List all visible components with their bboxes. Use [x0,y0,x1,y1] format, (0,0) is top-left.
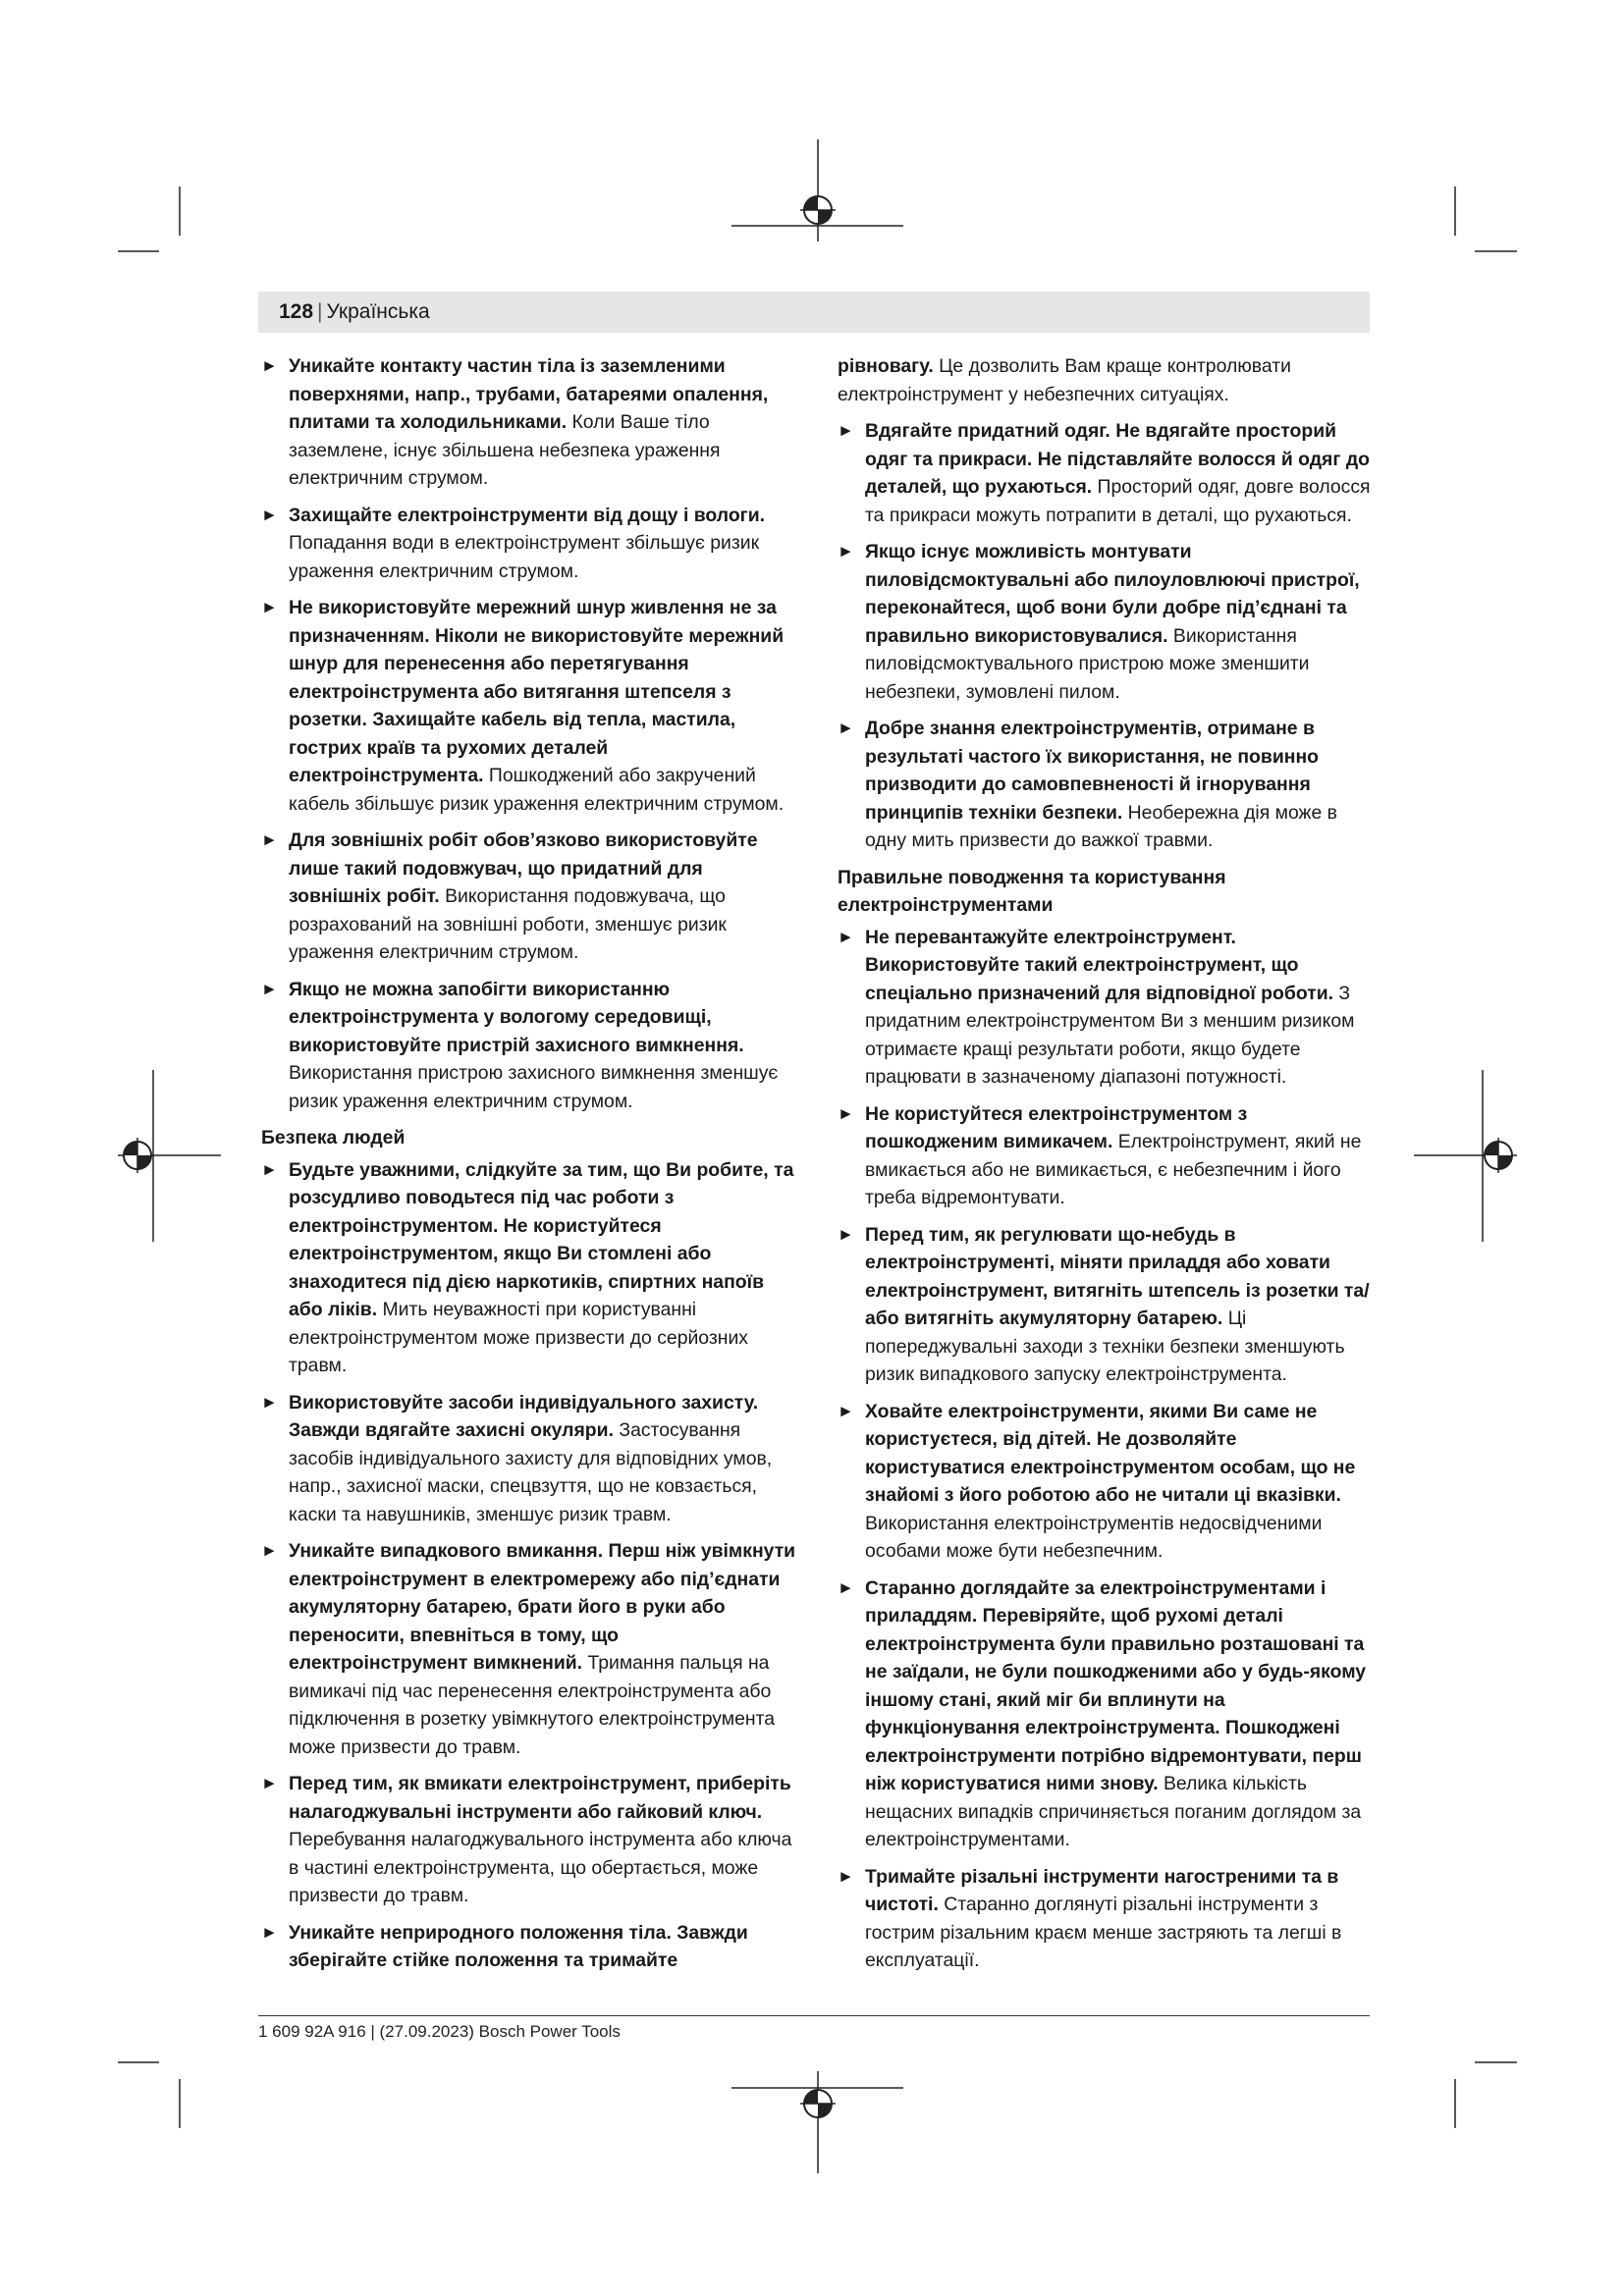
bullet-arrow-icon: ► [261,1159,278,1179]
bullet-item-bold: Вдягайте придатний одяг. Не вдягайте просторий одяг та прикраси. Не підставляйте волосся й одяг до деталей, що рухаються. [865,420,1370,498]
right-column [838,352,1376,1984]
bullet-item [261,1389,799,1529]
bullet-item-text: Мить неуважності при користуванні електроінструментом може призвести до серйозних травм. [289,1299,748,1376]
bullet-item-text: Електроінструмент, який не вмикається або не вимикається, є небезпечним і його треба відремонтувати. [865,1131,1362,1208]
bullet-item-text: Тримання пальця на вимикачі під час перенесення електроінструмента або підключення в розетку увімкнутого електроінструмента може призвести до травм. [289,1652,776,1758]
bullet-arrow-icon: ► [261,1541,278,1560]
bullet-item [838,538,1376,706]
footer-rule [258,2015,1370,2016]
bullet-item [838,1100,1376,1212]
right-items-a [838,417,1376,855]
bullet-item [838,1221,1376,1389]
bullet-item-bold: Використовуйте засоби індивідуального захисту. Завжди вдягайте захисні окуляри. [289,1391,759,1441]
bullet-item [838,417,1376,529]
bullet-item-bold: Будьте уважними, слідкуйте за тим, що Ви робите, та розсудливо поводьтеся під час роботи з електроінструментом. Не користуйтеся електроінструментом, якщо Ви стомлені або знаходитеся під дією наркотиків, спиртних напоїв або ліків. [289,1158,794,1320]
bullet-item-bold: Уникайте контакту частин тіла із заземленими поверхнями, напр., трубами, батареями опалення, плитами та холодильниками. [289,355,769,433]
bullet-item-text: З придатним електроінструментом Ви з меншим ризиком отримаєте кращі результати роботи, якщо будете працювати в зазначеному діапазоні потужності. [865,982,1355,1088]
bullet-item-text: Використання пристрою захисного вимкнення зменшує ризик ураження електричним струмом. [289,1062,779,1112]
page-header [279,299,430,325]
bullet-item-text: Використання подовжувача, що розрахований на зовнішні роботи, зменшує ризик ураження електричним струмом. [289,885,727,963]
bullet-item-bold: Перед тим, як регулювати що-небудь в електроінструменті, міняти приладдя або ховати електроінструмент, витягніть штепсель із розетки та/або витягніть акумуляторну батарею. [865,1223,1370,1329]
bullet-arrow-icon: ► [261,356,278,375]
registration-target-icon [800,2090,836,2117]
bullet-arrow-icon: ► [838,719,854,737]
right-items-b [838,924,1376,1975]
bullet-item [261,352,799,493]
bullet-item-text: Використання електроінструментів недосвідченими особами може бути небезпечним. [865,1512,1323,1562]
registration-target-icon [124,1138,151,1173]
registration-target-icon [1485,1138,1512,1173]
bullet-arrow-icon: ► [838,1866,854,1886]
left-items-b [261,1156,799,1975]
bullet-item-bold: Якщо не можна запобігти використанню електроінструмента у вологому середовищі, використовуйте пристрій захисного вимкнення. [289,978,744,1056]
bullet-arrow-icon: ► [261,830,278,849]
bullet-item-text: Перебування налагоджувального інструмента або ключа в частині електроінструмента, що обертається, може призвести до травм. [289,1829,792,1906]
bullet-item [261,594,799,818]
bullet-item-bold: Не перевантажуйте електроінструмент. Використовуйте такий електроінструмент, що спеціально призначений для відповідної роботи. [865,926,1334,1004]
bullet-arrow-icon: ► [838,421,854,440]
continued-bold: рівновагу. [838,355,934,377]
bullet-item [261,1770,799,1910]
header-separator: | [317,300,323,323]
bullet-arrow-icon: ► [838,1224,854,1244]
page-number: 128 [279,300,314,323]
bullet-item-bold: Добре знання електроінструментів, отримане в результаті частого їх використання, не повинно призводити до самовпевненості й ігнорування принципів техніки безпеки. [865,718,1320,824]
bullet-item-bold: Старанно доглядайте за електроінструментами і приладдям. Перевіряйте, щоб рухомі деталі електроінструмента були правильно розташовані та не заїдали, не були пошкодженими або у будь-якому іншому стані, який міг би вплинути на функціонування електроінструмента. Пошкоджені електроінструменти потрібно відремонтувати, перш ніж користуватися ними знову. [865,1576,1367,1794]
bullet-arrow-icon: ► [838,1577,854,1597]
registration-target-icon [800,196,836,224]
bullet-item-text: Необережна дія може в одну мить призвести до важкої травми. [865,801,1337,851]
left-column [261,352,799,1984]
bullet-item [838,1863,1376,1975]
bullet-item [261,1156,799,1380]
bullet-item [261,827,799,967]
page-footer: 1 609 92A 916 | (27.09.2023) Bosch Power Tools [258,2022,621,2041]
bullet-item-text: Попадання води в електроінструмент збільшує ризик ураження електричним струмом. [289,532,760,582]
bullet-item-bold: Якщо існує можливість монтувати пиловідсмоктувальні або пилоуловлюючі пристрої, переконайтеся, щоб вони були добре під’єднані та правильно використовувалися. [865,541,1360,647]
bullet-item-bold: Уникайте неприродного положення тіла. Завжди зберігайте стійке положення та тримайте [289,1921,748,1971]
bullet-arrow-icon: ► [261,979,278,998]
header-language: Українська [326,300,430,323]
bullet-item-bold: Не користуйтеся електроінструментом з пошкодженим вимикачем. [865,1102,1248,1152]
bullet-item-text: Старанно доглянуті різальні інструменти з гострим різальним краєм менше застряють та легші в експлуатації. [865,1894,1342,1971]
bullet-item [261,1919,799,1975]
section-heading-personal-safety: Безпека людей [261,1127,406,1148]
bullet-item [838,1575,1376,1854]
bullet-item-text: Пошкоджений або закручений кабель збільшує ризик ураження електричним струмом. [289,765,785,815]
bullet-item [261,502,799,586]
bullet-item-bold: Перед тим, як вмикати електроінструмент, приберіть налагоджувальні інструменти або гайковий ключ. [289,1773,791,1823]
bullet-item-text: Велика кількість нещасних випадків спричиняється поганим доглядом за електроінструментами. [865,1773,1362,1850]
bullet-item-bold: Для зовнішніх робіт обов’язково використовуйте лише такий подовжувач, що придатний для зовнішніх робіт. [289,829,758,907]
bullet-item [838,715,1376,855]
bullet-item-bold: Уникайте випадкового вмикання. Перш ніж увімкнути електроінструмент в електромережу або під’єднати акумуляторну батарею, брати його в руки або переносити, впевніться в тому, що електроінструмент вимкнений. [289,1540,796,1674]
bullet-arrow-icon: ► [838,1103,854,1123]
bullet-item-text: Застосування засобів індивідуального захисту для відповідних умов, напр., захисної маски, спецвзуття, що не ковзається, каски та навушників, зменшує ризик травм. [289,1419,773,1525]
bullet-arrow-icon: ► [838,927,854,946]
bullet-item [838,1398,1376,1566]
bullet-item [838,924,1376,1092]
bullet-item-bold: Не використовуйте мережний шнур живлення не за призначенням. Ніколи не використовуйте мережний шнур для перенесення або перетягування електроінструмента або витягання штепселя з розетки. Захищайте кабель від тепла, мастила, гострих країв та рухомих деталей електроінструмента. [289,597,785,786]
bullet-arrow-icon: ► [261,1774,278,1792]
bullet-item-bold: Тримайте різальні інструменти нагостреними та в чистоті. [865,1865,1339,1915]
bullet-item-text: Ці попереджувальні заходи з техніки безпеки зменшують ризик випадкового запуску електроінструмента. [865,1308,1345,1385]
bullet-item-bold: Ховайте електроінструменти, якими Ви саме не користуєтеся, від дітей. Не дозволяйте користуватися електроінструментом особам, що не знайомі з його роботою або не читали ці вказівки. [865,1400,1356,1506]
bullet-arrow-icon: ► [261,505,278,524]
bullet-arrow-icon: ► [261,1922,278,1942]
bullet-item [261,1537,799,1761]
left-items-a [261,352,799,1115]
continued-paragraph [838,352,1376,408]
continued-text: Це дозволить Вам краще контролювати електроінструмент у небезпечних ситуаціях. [838,355,1291,405]
bullet-item-bold: Захищайте електроінструменти від дощу і вологи. [289,504,766,526]
bullet-arrow-icon: ► [838,542,854,561]
bullet-item-text: Коли Ваше тіло заземлене, існує збільшена небезпека ураження електричним струмом. [289,411,721,489]
bullet-item-text: Використання пиловідсмоктувального пристрою може зменшити небезпеки, зумовлені пилом. [865,624,1310,703]
bullet-arrow-icon: ► [261,1392,278,1412]
section-heading-tool-use: Правильне поводження та користування електроінструментами [838,866,1226,916]
bullet-item [261,976,799,1116]
bullet-item-text: Просторий одяг, довге волосся та прикраси можуть потрапити в деталі, що рухаються. [865,476,1371,526]
bullet-arrow-icon: ► [838,1401,854,1420]
bullet-arrow-icon: ► [261,598,278,616]
